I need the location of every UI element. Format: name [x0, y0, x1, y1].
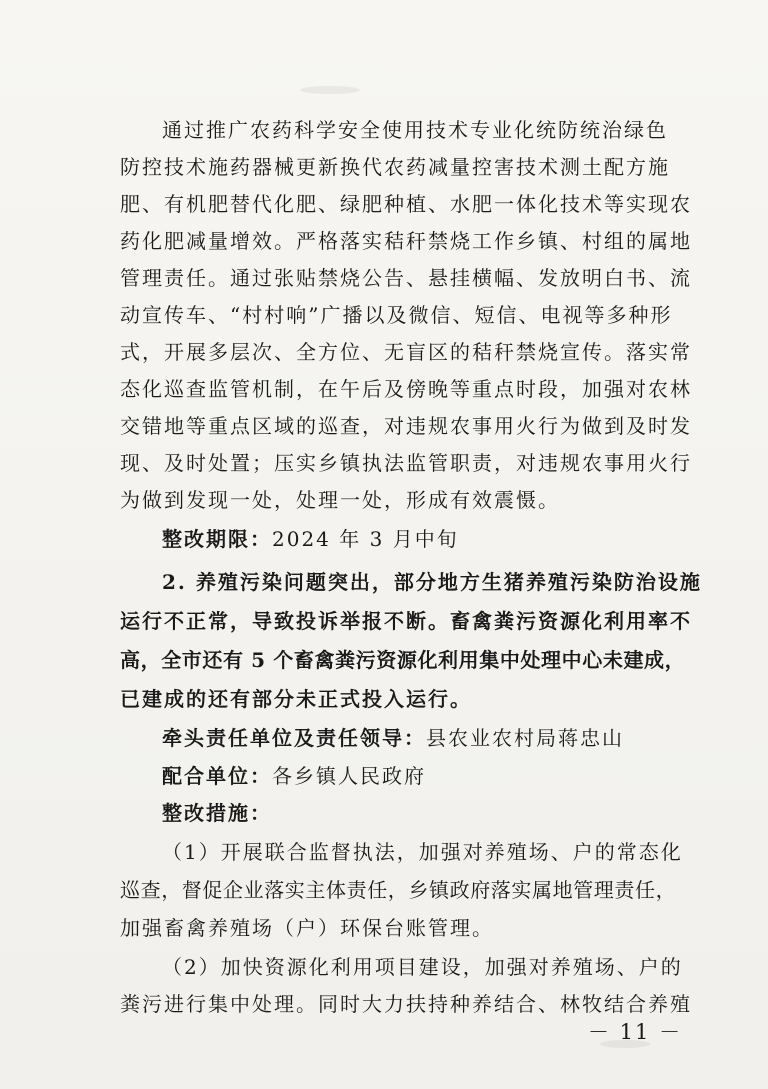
- lead-unit-value: 县农业农村局蒋忠山: [426, 726, 624, 750]
- deadline-value: 2024 年 3 月中旬: [272, 527, 459, 551]
- paragraph-line: 现、及时处置；压实乡镇执法监管职责，对违规农事用火行: [120, 451, 692, 475]
- paragraph-line: 态化巡查监管机制，在午后及傍晚等重点时段，加强对农林: [120, 377, 692, 401]
- paragraph-line: 肥、有机肥替代化肥、绿肥种植、水肥一体化技术等实现农: [120, 192, 692, 216]
- paragraph-line: 为做到发现一处，处理一处，形成有效震慑。: [120, 488, 560, 512]
- measures-heading: 整改措施：: [162, 801, 272, 825]
- scan-smudge: [300, 86, 360, 94]
- lead-unit-label: 牵头责任单位及责任领导：: [162, 726, 426, 750]
- measure-line: 巡查，督促企业落实主体责任，乡镇政府落实属地管理责任，: [120, 878, 677, 902]
- issue-line: 运行不正常，导致投诉举报不断。畜禽粪污资源化利用率不: [120, 609, 692, 633]
- deadline-line: [162, 525, 660, 553]
- paragraph-line: 防控技术施药器械更新换代农药减量控害技术测土配方施: [120, 155, 670, 179]
- issue-line: 已建成的还有部分未正式投入运行。: [120, 687, 472, 711]
- issue-line: 2. 养殖污染问题突出，部分地方生猪养殖污染防治设施: [162, 570, 702, 594]
- issue-line: 高，全市还有 5 个畜禽粪污资源化利用集中处理中心未建成，: [120, 648, 686, 672]
- paragraph-line: 管理责任。通过张贴禁烧公告、悬挂横幅、发放明白书、流: [120, 266, 692, 290]
- paragraph-line: 式，开展多层次、全方位、无盲区的秸秆禁烧宣传。落实常: [120, 340, 692, 364]
- lead-unit-line: [162, 724, 660, 752]
- paragraph-line: 交错地等重点区域的巡查，对违规农事用火行为做到及时发: [120, 414, 692, 438]
- paragraph-line: 药化肥减量增效。严格落实秸秆禁烧工作乡镇、村组的属地: [120, 229, 692, 253]
- paragraph-line: 动宣传车、“村村响”广播以及微信、短信、电视等多种形: [120, 303, 673, 327]
- page-number: － 11 －: [588, 1020, 683, 1044]
- measure-line: （1）开展联合监督执法，加强对养殖场、户的常态化: [162, 840, 683, 864]
- measure-line: （2）加快资源化利用项目建设，加强对养殖场、户的: [162, 955, 683, 979]
- paragraph-line: 通过推广农药科学安全使用技术专业化统防统治绿色: [162, 118, 668, 142]
- coop-unit-value: 各乡镇人民政府: [272, 764, 426, 788]
- measure-line: 粪污进行集中处理。同时大力扶持种养结合、林牧结合养殖: [120, 992, 692, 1016]
- measure-line: 加强畜禽养殖场（户）环保台账管理。: [120, 916, 494, 940]
- coop-unit-label: 配合单位：: [162, 764, 272, 788]
- deadline-label: 整改期限：: [162, 527, 272, 551]
- coop-unit-line: [162, 762, 660, 790]
